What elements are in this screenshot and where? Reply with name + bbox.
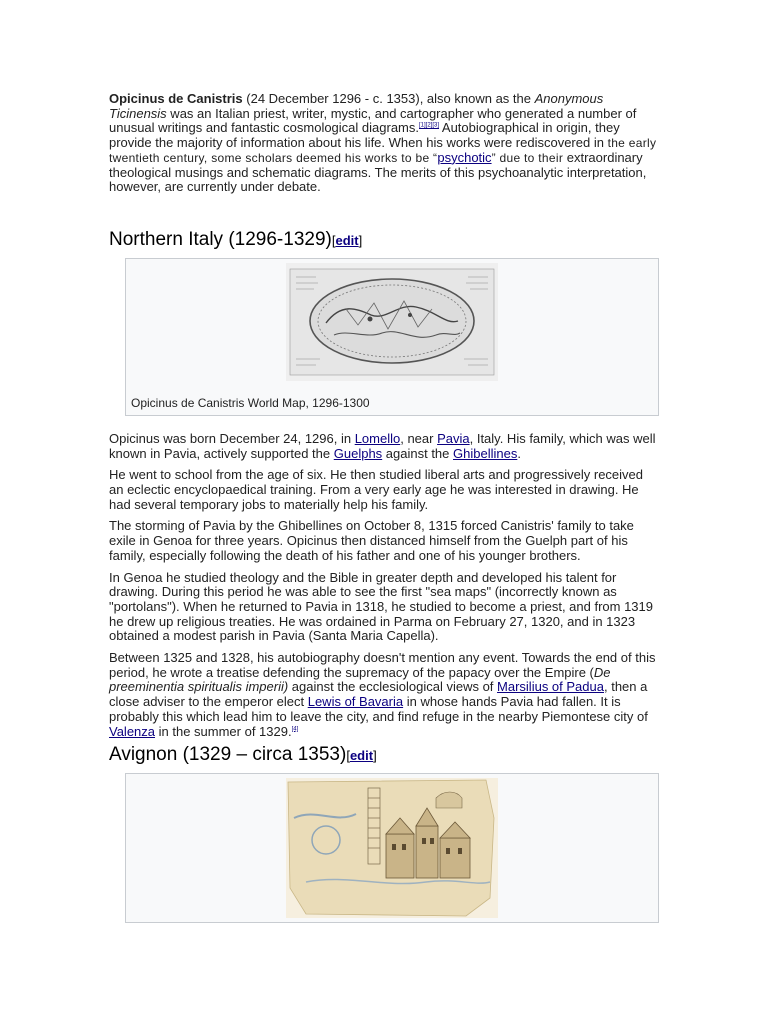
citation-ref-4 (292, 726, 299, 732)
link-ghibellines[interactable]: Ghibellines (453, 445, 518, 461)
edit-section-button[interactable]: edit (335, 232, 359, 248)
intro-paragraph: Opicinus de Canistris (24 December 1296 - c. 1353), also known as the Anonymous Ticinensis was an Italian priest, writer, mystic, and cartographer who generated a number of unusual writings and fantastic cosmological diagrams.[1][2][3] Autobiographical in origin, they provide the majority of information about his life. When his works were rediscovered in the early twentieth century, some scholars deemed his works to be “psychotic” due to their extraordinary theological musings and schematic diagrams. The merits of this psychoanalytic interpretation, however, are currently under debate. (109, 91, 657, 195)
paragraph-school: He went to school from the age of six. He then studied liberal arts and progressively received an eclectic encyclopaedical training. From a very early age he was interested in drawing. He had several temporary jobs to materially help his family. (109, 467, 643, 512)
section-heading-northern-italy: Northern Italy (1296-1329)[edit] (109, 228, 363, 250)
paragraph-treatise: Between 1325 and 1328, his autobiography doesn't mention any event. Towards the end of this period, he wrote a treatise defending the supremacy of the papacy over the Empire (De preeminentia spiritualis imperii) against the ecclesiological views of Marsilius of Padua, then a close adviser to the emperor elect Lewis of Bavaria in whose hands Pavia had fallen. It is probably this which lead him to leave the city, and find refuge in the nearby Piemontese city of Valenza in the summer of 1329.[4] (109, 650, 656, 739)
edit-section-link-wrapper: [edit] (331, 232, 363, 248)
figure-caption: Opicinus de Canistris World Map, 1296-1300 (131, 395, 370, 410)
link-lewis[interactable]: Lewis of Bavaria (307, 694, 404, 710)
paragraph-storming: The storming of Pavia by the Ghibellines on October 8, 1315 forced Canistris' family to take exile in Genoa for three years. Opicinus then distanced himself from the Guelph part of his family, especially following the death of his father and one of his younger brothers. (109, 518, 634, 563)
link-pavia[interactable]: Pavia (437, 430, 470, 446)
figure-avignon-drawing (125, 773, 659, 923)
article-subject: Opicinus de Canistris (109, 91, 243, 106)
link-guelphs[interactable]: Guelphs (333, 445, 383, 461)
article-body (109, 92, 657, 939)
edit-section-button[interactable]: edit (349, 748, 374, 764)
link-psychotic[interactable]: psychotic (437, 149, 492, 165)
link-lomello[interactable]: Lomello (354, 430, 401, 446)
alias-name: Anonymous Ticinensis (109, 91, 604, 121)
link-valenza[interactable]: Valenza (109, 723, 156, 739)
world-map-image[interactable] (286, 263, 498, 381)
treatise-title: De preeminentia spiritualis imperii) (109, 664, 611, 695)
citation-refs (419, 123, 439, 129)
edit-section-link-wrapper: [edit] (346, 748, 377, 764)
citation-link[interactable]: [1][2][3] (419, 123, 440, 130)
link-marsilius[interactable]: Marsilius of Padua (497, 679, 604, 695)
paragraph-genoa: In Genoa he studied theology and the Bible in greater depth and developed his talent for drawing. During this period he was able to see the first "sea maps" (incorrectly known as "portolans"). When he returned to Pavia in 1318, he studied to become a priest, and from 1319 he drew up religious treaties. He was ordained in Parma on February 27, 1320, and in 1323 obtained a modest parish in Pavia (Santa Maria Capella). (109, 569, 654, 644)
avignon-drawing-image[interactable] (286, 778, 498, 918)
figure-world-map (125, 258, 659, 416)
section-heading-avignon: Avignon (1329 – circa 1353)[edit] (109, 744, 377, 766)
paragraph-birth: Opicinus was born December 24, 1296, in Lomello, near Pavia, Italy. His family, which was well known in Pavia, actively supported the Guelphs against the Ghibellines. (109, 430, 656, 461)
citation-link[interactable]: [4] (291, 726, 299, 733)
